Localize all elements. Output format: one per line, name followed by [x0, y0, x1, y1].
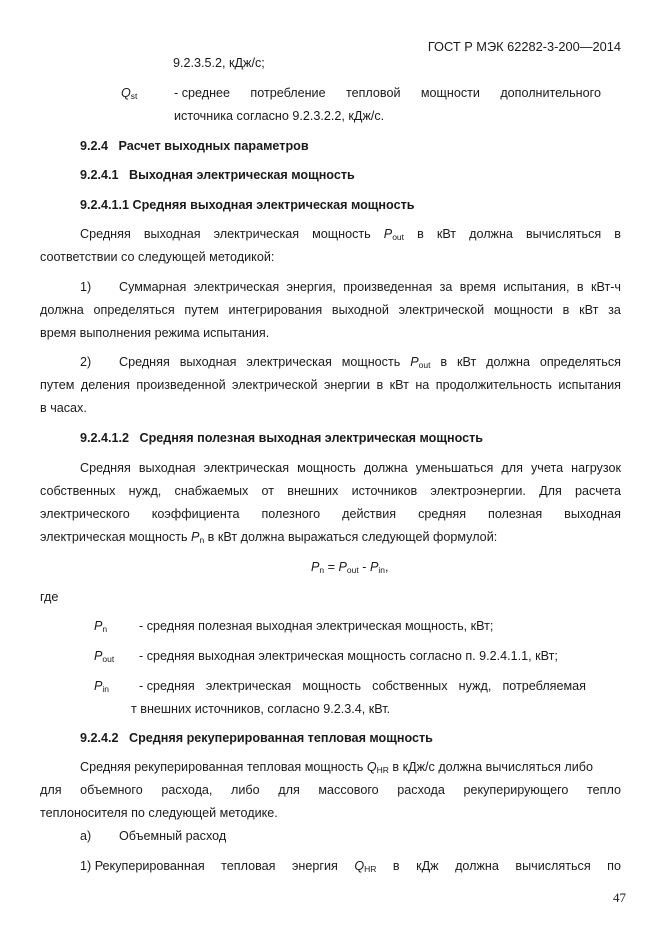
- definition-pout: - средняя выходная электрическая мощность согласно п. 9.2.4.1.1, кВт;: [139, 649, 558, 663]
- item-line: в часах.: [40, 401, 87, 415]
- definition-pin-line2: т внешних источников, согласно 9.2.3.4, кВт.: [131, 702, 391, 716]
- list-label: а): [80, 829, 92, 843]
- symbol-pout: $P_{out}$: [410, 355, 431, 370]
- item-line: Суммарная электрическая энергия, произведенная за время испытания, в кВт-ч: [119, 280, 621, 294]
- text-line: 9.2.3.5.2, кДж/с;: [173, 56, 265, 70]
- heading-9-2-4: 9.2.4 Расчет выходных параметров: [80, 139, 309, 153]
- item-line: Средняя выходная электрическая мощность $P_{out}$ в кВт должна определяться: [119, 355, 621, 370]
- paragraph-line: Средняя выходная электрическая мощность должна уменьшаться для учета нагрузок: [80, 461, 621, 475]
- definition-pn: - средняя полезная выходная электрическая мощность, кВт;: [139, 619, 494, 633]
- symbol-qst: $Q_{st}$: [121, 86, 138, 101]
- item-number: 1): [80, 280, 92, 294]
- paragraph-line: собственных нужд, снабжаемых от внешних источников электроэнергии. Для расчета: [40, 484, 621, 498]
- item-line: должна определяться путем интегрирования выходной электрической мощности в кВт за: [40, 303, 621, 317]
- formula: $P_n = P_{out} - P_{in}$,: [311, 560, 389, 575]
- list-text: Объемный расход: [119, 829, 227, 843]
- paragraph-line: Средняя рекуперированная тепловая мощность $Q_{HR}$ в кДж/с должна вычисляться либо: [80, 760, 593, 775]
- paragraph-line: Средняя выходная электрическая мощность $P_{out}$ в кВт должна вычисляться в: [80, 227, 621, 242]
- paragraph-line: соответствии со следующей методикой:: [40, 250, 275, 264]
- item-number: 2): [80, 355, 92, 369]
- symbol-pout: $P_{out}$: [383, 227, 405, 242]
- where-label: где: [40, 590, 59, 604]
- heading-9-2-4-1-2: 9.2.4.1.2 Средняя полезная выходная электрическая мощность: [80, 431, 484, 445]
- symbol-pout: $P_{out}$: [94, 649, 115, 664]
- item-line: путем деления произведенной электрической энергии в кВт на продолжительность испытания: [40, 378, 621, 392]
- paragraph-line: для объемного расхода, либо для массового расхода рекуперирующего тепло: [40, 783, 621, 797]
- heading-9-2-4-1: 9.2.4.1 Выходная электрическая мощность: [80, 168, 355, 182]
- qst-definition-line2: источника согласно 9.2.3.2.2, кДж/с.: [174, 109, 385, 123]
- symbol-qhr: $Q_{HR}$: [354, 859, 377, 874]
- paragraph-line: 1) Рекуперированная тепловая энергия $Q_{HR}$ в кДж должна вычисляться по: [80, 859, 621, 874]
- paragraph-line: электрическая мощность $P_n$ в кВт должна выражаться следующей формулой:: [40, 530, 498, 545]
- standard-header: ГОСТ Р МЭК 62282-3-200—2014: [427, 39, 621, 54]
- heading-9-2-4-2: 9.2.4.2 Средняя рекуперированная тепловая мощность: [80, 731, 433, 745]
- symbol-pn: $P_n$: [94, 619, 108, 634]
- paragraph-line: электрического коэффициента полезного действия средняя полезная выходная: [40, 507, 621, 521]
- paragraph-line: теплоносителя по следующей методике.: [40, 806, 278, 820]
- heading-9-2-4-1-1: 9.2.4.1.1 Средняя выходная электрическая мощность: [80, 198, 415, 212]
- definition-pin-line1: - средняя электрическая мощность собственных нужд, потребляемая: [139, 679, 586, 693]
- item-line: время выполнения режима испытания.: [40, 326, 270, 340]
- page-number: 47: [613, 890, 626, 905]
- qst-definition-line1: - среднее потребление тепловой мощности дополнительного: [174, 86, 601, 100]
- symbol-pin: $P_{in}$: [94, 679, 110, 694]
